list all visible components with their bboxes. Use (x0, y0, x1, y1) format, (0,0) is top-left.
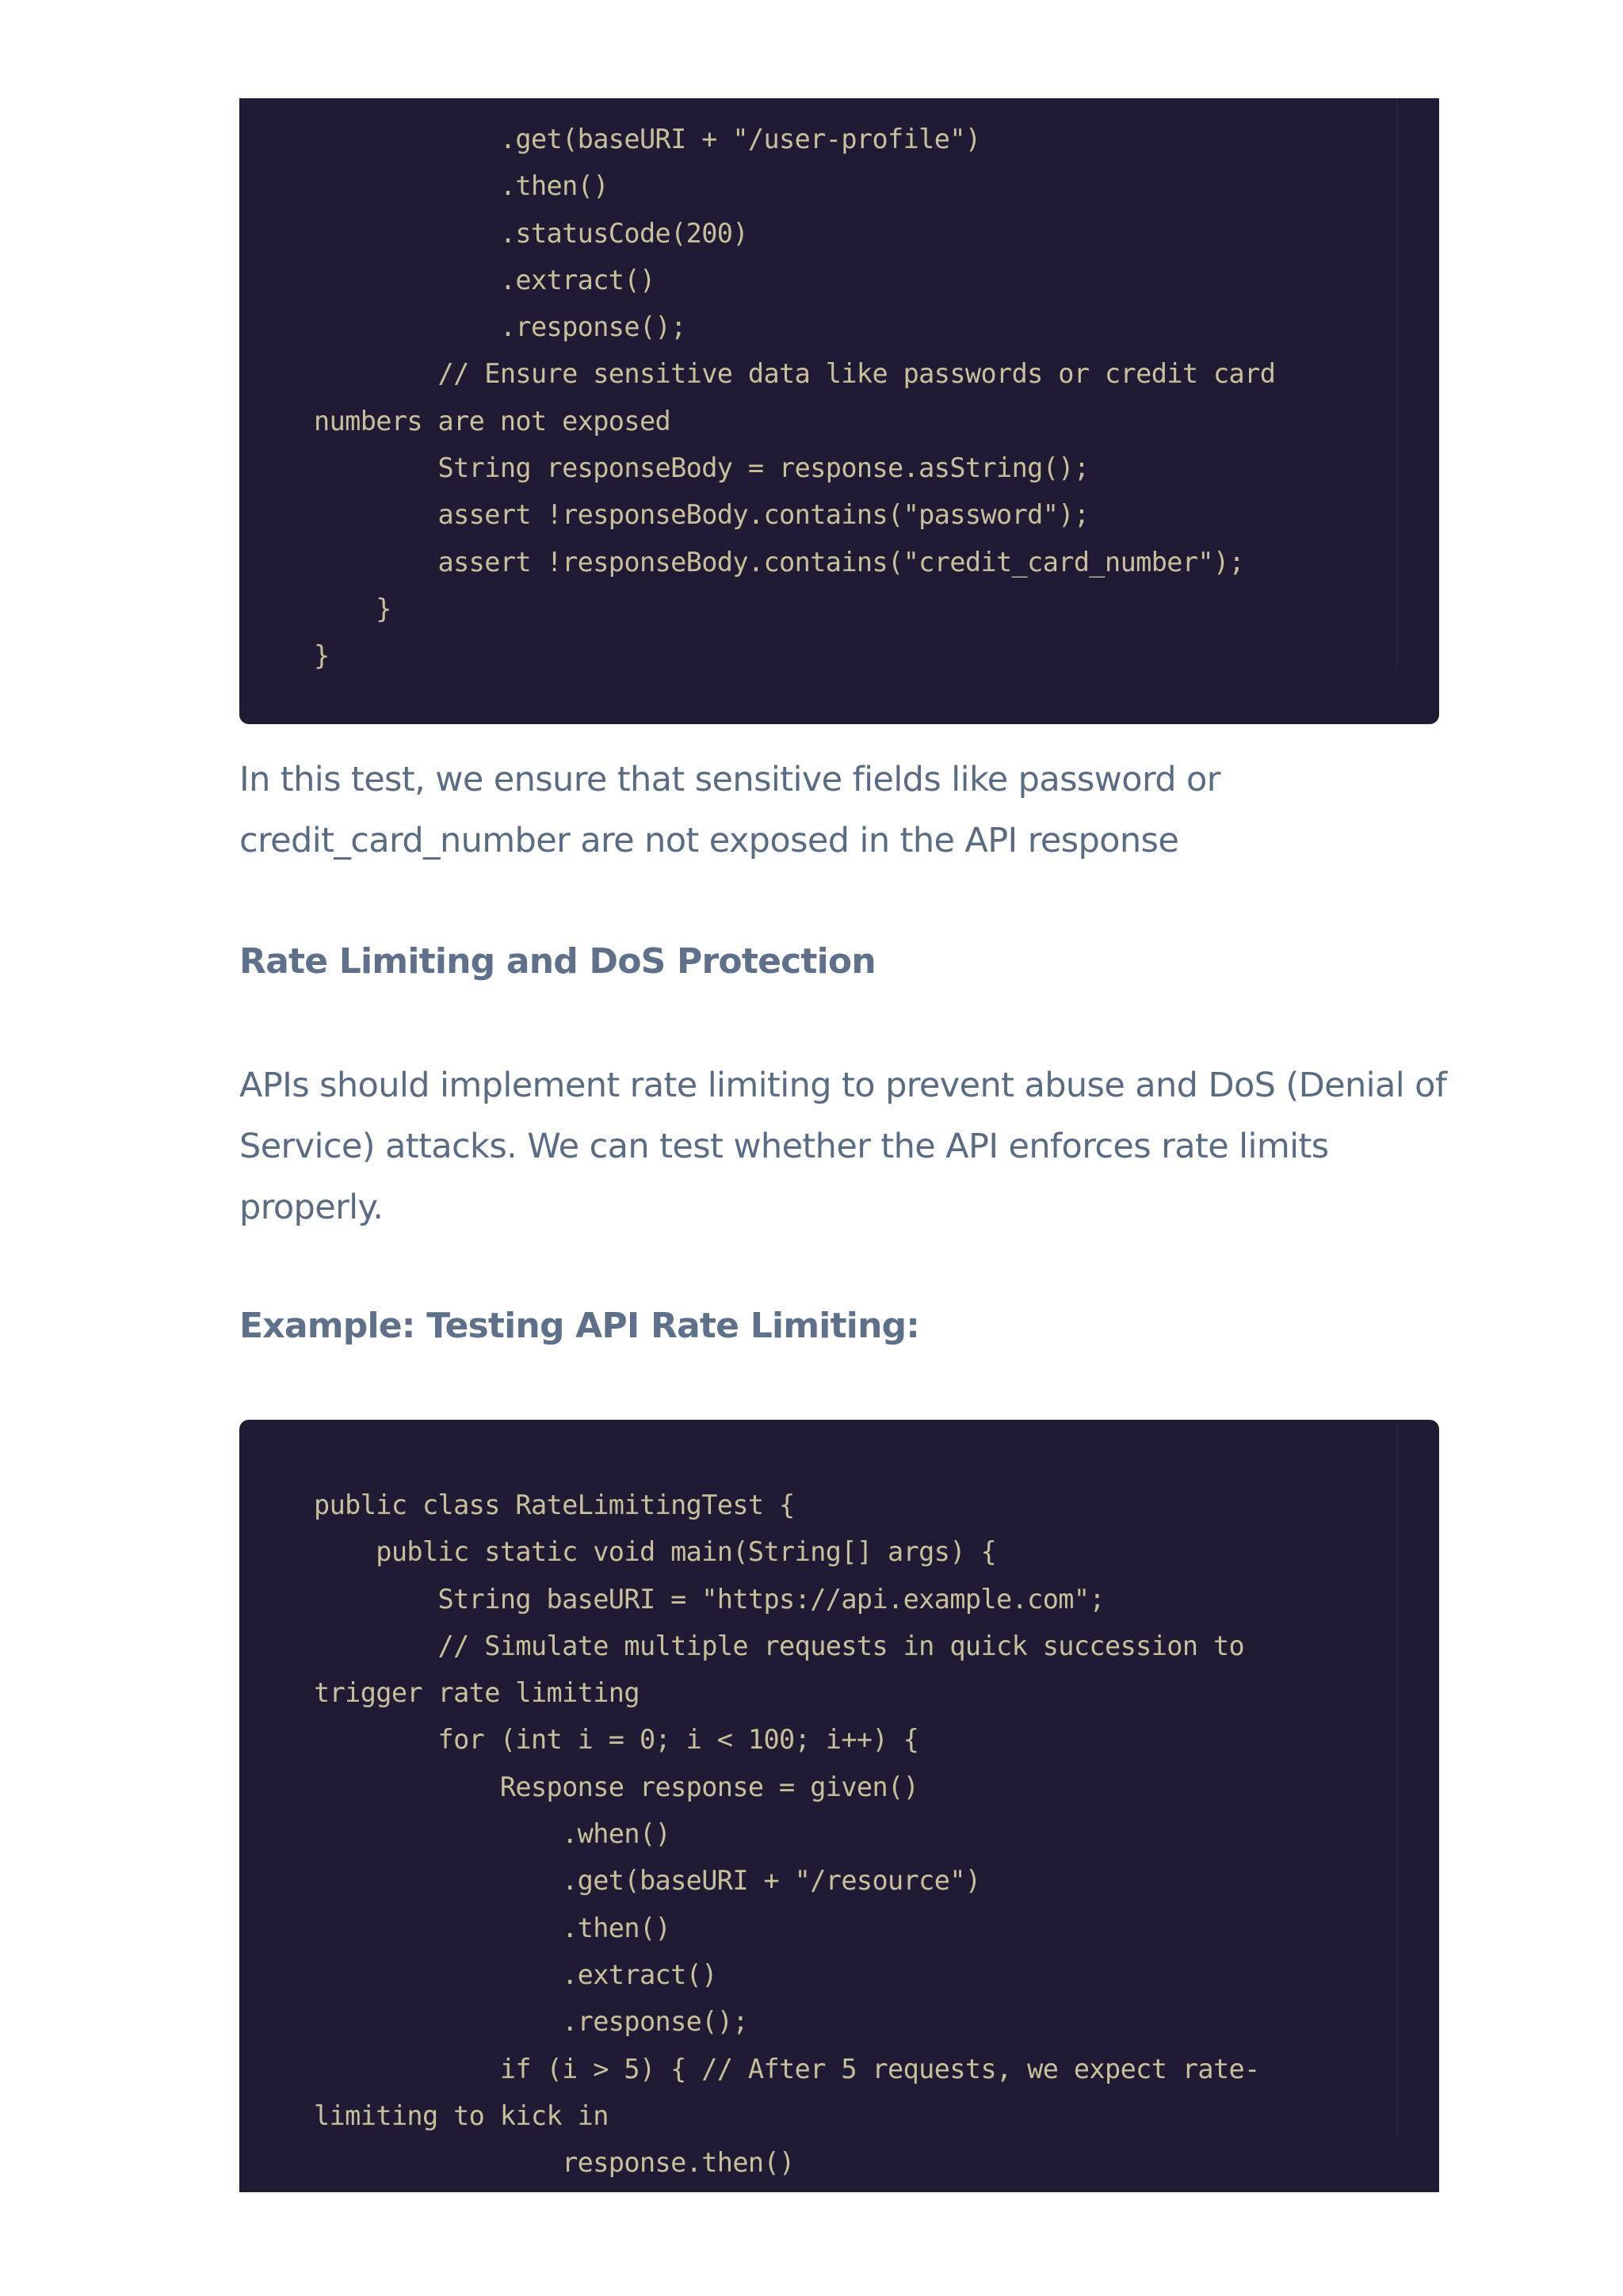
paragraph-sensitive-fields: In this test, we ensure that sensitive fields like password or credit_card_number are not exposed in the API response (239, 760, 1220, 860)
code-block-user-profile (239, 98, 1439, 724)
code-block-rate-limiting-test (239, 1420, 1439, 2192)
code-snippet: public class RateLimitingTest { public static void main(String[] args) { String baseURI = "https://api.example.com"; // Simulate multiple requests in quick succession to trigger rate limiting for (int i = 0; i < 100; i++) { Response response = given() .when() .get(baseURI + "/resource") .then() .extract() .response(); if (i > 5) { // After 5 requests, we expect rate- limiting to kick in response.then() (314, 1489, 1260, 2179)
code-snippet: .get(baseURI + "/user-profile") .then() .statusCode(200) .extract() .response(); // Ensure sensitive data like passwords or credit card numbers are not exposed String responseBody = response.asString(); assert !responseBody.contains("password"); assert !responseBody.contains("credit_card_number"); } } (314, 124, 1276, 672)
paragraph-rate-limiting-intro: APIs should implement rate limiting to prevent abuse and DoS (Denial of Service) attacks. We can test whether the API enforces rate limits properly. (239, 1066, 1447, 1227)
example-heading-rate-limiting: Example: Testing API Rate Limiting: (239, 1306, 920, 1346)
section-heading-rate-limiting: Rate Limiting and DoS Protection (239, 941, 876, 982)
